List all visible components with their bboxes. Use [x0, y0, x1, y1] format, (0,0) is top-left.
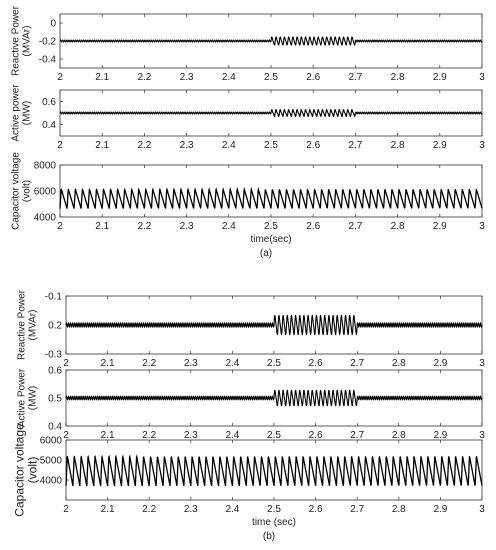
x-tick-label: 2.6: [306, 221, 321, 232]
y-axis-label: Capacitor voltage(volt): [12, 423, 40, 517]
x-axis-label: time (sec): [252, 517, 296, 528]
x-tick-label: 2.5: [267, 504, 281, 515]
x-tick-label: 2.8: [391, 504, 406, 515]
subplot-a-3: [11, 152, 486, 259]
x-tick-label: 2.3: [183, 504, 198, 515]
subplot-a-1: [11, 5, 486, 83]
subplot-b-1: [17, 289, 486, 369]
x-tick-label: 2.4: [221, 72, 236, 83]
x-tick-label: 2.4: [221, 140, 236, 151]
y-tick-label: 0.2: [48, 320, 62, 332]
plot-frame: [60, 165, 482, 217]
x-axis-label: time(sec): [250, 234, 292, 245]
x-tick-label: 2.2: [142, 430, 157, 441]
series-line: [66, 390, 482, 405]
x-tick-label: 2.3: [179, 221, 194, 232]
x-tick-label: 2.5: [264, 140, 278, 151]
x-tick-label: 2.5: [267, 358, 281, 369]
plot-frame: [66, 440, 482, 500]
x-tick-label: 2.8: [390, 221, 405, 232]
x-tick-label: 2.6: [308, 504, 323, 515]
x-tick-label: 2.4: [225, 504, 240, 515]
series-line: [60, 37, 482, 45]
x-tick-label: 2.6: [306, 72, 321, 83]
x-tick-label: 2.6: [306, 140, 321, 151]
x-tick-label: 2.7: [348, 221, 363, 232]
x-tick-label: 2.8: [391, 430, 406, 441]
x-tick-label: 2: [63, 504, 69, 515]
x-tick-label: 3: [479, 504, 485, 515]
x-tick-label: 2.7: [350, 430, 365, 441]
x-tick-label: 2.7: [348, 72, 363, 83]
x-tick-label: 2.1: [100, 430, 115, 441]
x-tick-label: 2.7: [350, 358, 365, 369]
series-line: [66, 456, 482, 486]
x-tick-label: 3: [479, 430, 485, 441]
x-tick-label: 2: [63, 358, 69, 369]
y-axis-label: Capacitor voltage(volt): [10, 152, 33, 230]
y-tick-label: 8000: [33, 160, 56, 172]
x-tick-label: 2.2: [137, 221, 152, 232]
x-tick-label: 2.4: [221, 221, 236, 232]
x-tick-label: 2.1: [95, 221, 110, 232]
x-tick-label: 2.5: [267, 430, 281, 441]
subplot-b-3: [12, 423, 485, 542]
x-tick-label: 3: [479, 221, 485, 232]
x-tick-label: 2.8: [391, 358, 406, 369]
y-tick-label: 0.6: [48, 365, 62, 377]
x-tick-label: 2.6: [308, 430, 323, 441]
y-tick-label: -0.2: [38, 36, 56, 48]
panel-caption: (a): [259, 248, 273, 259]
y-axis-label: Active Power(MW): [16, 368, 39, 428]
y-tick-label: 4000: [33, 212, 56, 224]
x-tick-label: 2.2: [142, 358, 157, 369]
x-tick-label: 2.9: [433, 504, 448, 515]
x-tick-label: 2.1: [95, 72, 110, 83]
x-tick-label: 2.9: [433, 358, 448, 369]
x-tick-label: 2.3: [179, 72, 194, 83]
x-tick-label: 2.1: [95, 140, 110, 151]
panel-caption: (b): [262, 531, 276, 542]
x-tick-label: 2.3: [179, 140, 194, 151]
subplot-b-2: [17, 366, 486, 442]
x-tick-label: 2.2: [137, 72, 152, 83]
x-tick-label: 3: [479, 140, 485, 151]
series-line: [66, 316, 482, 335]
x-tick-label: 3: [479, 358, 485, 369]
x-tick-label: 2.2: [142, 504, 157, 515]
subplot-a-2: [11, 84, 486, 151]
x-tick-label: 2.3: [183, 358, 198, 369]
y-axis-label: Reactive Power(MVAr): [16, 289, 39, 361]
x-tick-label: 2.1: [100, 504, 115, 515]
y-axis-label: Reactive Power(MVAr): [10, 5, 33, 77]
x-tick-label: 2: [57, 72, 63, 83]
y-axis-label: Active power(MW): [10, 84, 33, 142]
y-tick-label: 6000: [39, 435, 62, 447]
y-tick-label: 0.5: [48, 393, 62, 405]
x-tick-label: 2.4: [225, 358, 240, 369]
y-tick-label: -0.3: [44, 349, 62, 361]
x-tick-label: 2.5: [264, 72, 278, 83]
x-tick-label: 2.9: [433, 430, 448, 441]
series-line: [60, 110, 482, 117]
x-tick-label: 2.9: [432, 140, 447, 151]
x-tick-label: 2.8: [390, 72, 405, 83]
x-tick-label: 2.1: [100, 358, 115, 369]
x-tick-label: 2.9: [432, 72, 447, 83]
x-tick-label: 2.5: [264, 221, 278, 232]
y-tick-label: 0.4: [48, 421, 62, 433]
x-tick-label: 2.7: [348, 140, 363, 151]
x-tick-label: 2.6: [308, 358, 323, 369]
x-tick-label: 2.3: [183, 430, 198, 441]
x-tick-label: 2.8: [390, 140, 405, 151]
y-tick-label: 6000: [33, 186, 56, 198]
x-tick-label: 2.2: [137, 140, 152, 151]
x-tick-label: 2: [57, 221, 63, 232]
y-tick-label: 4000: [39, 475, 62, 487]
y-tick-label: -0.4: [38, 54, 56, 66]
x-tick-label: 2.9: [432, 221, 447, 232]
y-tick-label: -0.1: [44, 291, 62, 303]
x-tick-label: 2: [57, 140, 63, 151]
x-tick-label: 2.4: [225, 430, 240, 441]
series-line: [60, 189, 482, 208]
y-tick-label: 0.6: [42, 97, 56, 108]
y-tick-label: 0: [50, 18, 56, 30]
y-tick-label: 0.4: [42, 120, 56, 131]
y-tick-label: 5000: [39, 455, 62, 467]
x-tick-label: 2.7: [350, 504, 365, 515]
x-tick-label: 2: [63, 430, 69, 441]
x-tick-label: 3: [479, 72, 485, 83]
